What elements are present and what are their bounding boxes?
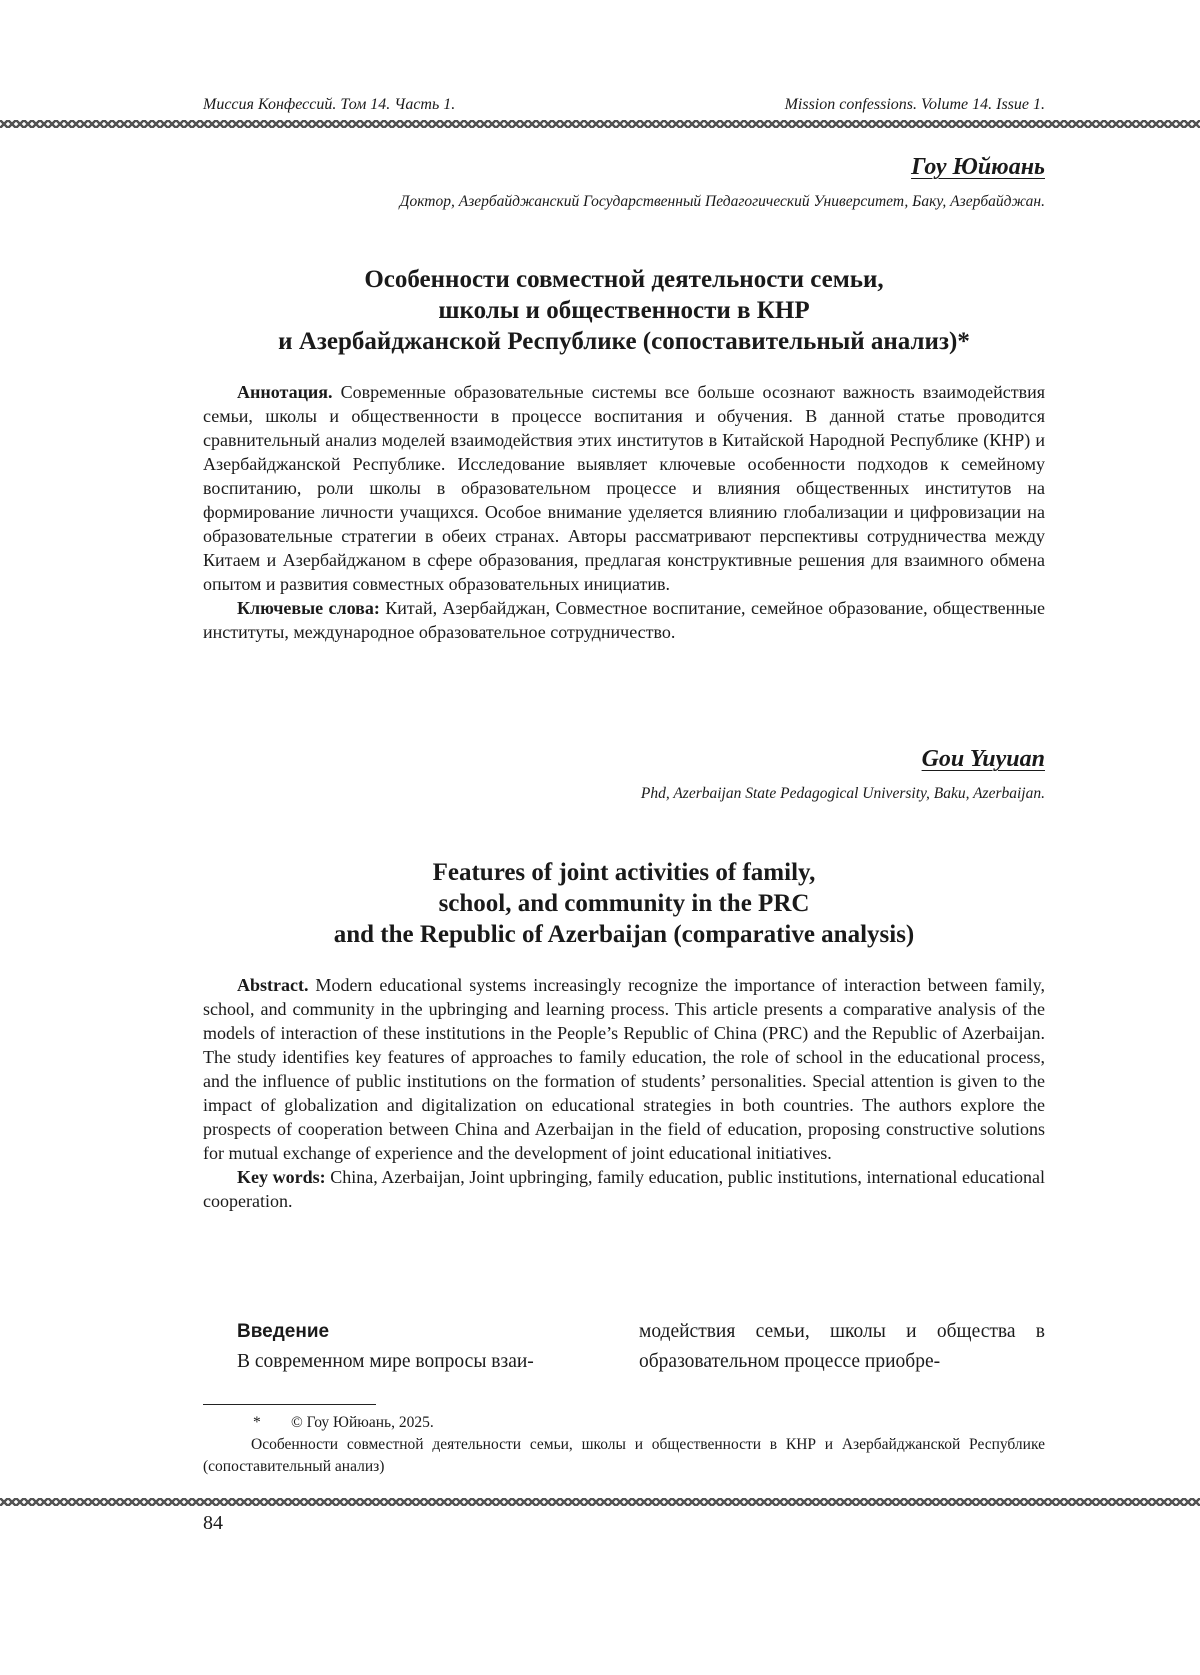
- title-en-line-1: Features of joint activities of family,: [432, 859, 816, 886]
- footnote: [203, 1412, 1045, 1478]
- author-affiliation-ru: Доктор, Азербайджанский Государственный Педагогический Университет, Баку, Азербайджан.: [399, 193, 1045, 210]
- abstract-en-label: Abstract.: [237, 975, 309, 995]
- page-number: 84: [203, 1512, 223, 1534]
- section-heading-introduction: Введение: [237, 1321, 330, 1342]
- title-en-line-3: and the Republic of Azerbaijan (comparative analysis): [333, 921, 915, 948]
- keywords-ru-text: Китай, Азербайджан, Совместное воспитание, семейное образование, общественные институты, международное образовательное сотрудничество.: [203, 598, 1046, 642]
- keywords-ru-paragraph: [203, 596, 1045, 644]
- running-header-right: Mission confessions. Volume 14. Issue 1.: [784, 96, 1045, 113]
- article-title-en: [203, 857, 1045, 950]
- author-affiliation-en: Phd, Azerbaijan State Pedagogical University, Baku, Azerbaijan.: [640, 785, 1045, 802]
- keywords-en-paragraph: [203, 1165, 1045, 1213]
- header-ornament-divider: [0, 120, 1200, 129]
- footnote-text: Особенности совместной деятельности семьи, школы и общественности в КНР и Азербайджанской Республике (сопоставительный анализ): [203, 1436, 1045, 1475]
- footnote-rule: [203, 1404, 376, 1405]
- abstract-ru-text: Современные образовательные системы все больше осознают важность взаимодействия семьи, школы и общественности в процессе воспитания и обучения. В данной статье проводится сравнительный анализ моделей взаимодействия этих институтов в Китайской Народной Республике (КНР) и Азербайджанской Республике. Исследование выявляет ключевые особенности подходов к семейному воспитанию, роли школы в образовательном процессе и влияния общественных институтов на формирование личности учащихся. Особое внимание уделяется влиянию глобализации и цифровизации на образовательные стратегии в обеих странах. Авторы рассматривают перспективы сотрудничества между Китаем и Азербайджаном в сфере образования, предлагая конструктивные решения для взаимного обмена опытом и развития совместных образовательных инициатив.: [203, 382, 1045, 594]
- footer-ornament-divider: [0, 1498, 1200, 1507]
- author-name-ru: Гоу Юйюань: [911, 154, 1045, 180]
- keywords-ru-label: Ключевые слова:: [237, 598, 380, 618]
- abstract-ru-paragraph: [203, 380, 1045, 596]
- abstract-ru-label: Аннотация.: [237, 382, 333, 402]
- title-ru-line-1: Особенности совместной деятельности семьи,: [364, 266, 884, 293]
- author-name-en: Gou Yuyuan: [921, 746, 1045, 772]
- footnote-copyright: © Гоу Юйюань, 2025.: [291, 1414, 434, 1431]
- abstract-en: [203, 973, 1045, 1213]
- abstract-en-paragraph: [203, 973, 1045, 1165]
- footnote-marker: *: [253, 1414, 261, 1431]
- keywords-en-text: China, Azerbaijan, Joint upbringing, family education, public institutions, international educational cooperation.: [203, 1167, 1045, 1211]
- running-header: [203, 96, 1045, 114]
- running-header-left: Миссия Конфессий. Том 14. Часть 1.: [203, 96, 456, 113]
- title-ru-line-3: и Азербайджанской Республике (сопоставительный анализ)*: [278, 328, 970, 355]
- keywords-en-label: Key words:: [237, 1167, 326, 1187]
- body-text-left: В современном мире вопросы взаи-: [237, 1351, 534, 1372]
- body-text-right: модействия семьи, школы и общества в образовательном процессе приобре-: [639, 1321, 1045, 1372]
- body-column-right: [639, 1317, 1045, 1377]
- abstract-en-text: Modern educational systems increasingly recognize the importance of interaction between family, school, and community in the upbringing and learning process. This article presents a comparative analysis of the models of interaction of these institutions in the People’s Republic of China (PRC) and the Republic of Azerbaijan. The study identifies key features of approaches to family education, the role of school in the educational process, and the influence of public institutions on the formation of students’ personalities. Special attention is given to the impact of globalization and digitalization on educational strategies in both countries. The authors explore the prospects of cooperation between China and Azerbaijan in the field of education, proposing constructive solutions for mutual exchange of experience and the development of joint educational initiatives.: [203, 975, 1045, 1163]
- article-title-ru: [203, 264, 1045, 357]
- abstract-ru: [203, 380, 1045, 644]
- title-ru-line-2: школы и общественности в КНР: [438, 297, 810, 324]
- body-column-left: [237, 1317, 599, 1377]
- footnote-copyright-line: [203, 1412, 1045, 1434]
- title-en-line-2: school, and community in the PRC: [438, 890, 810, 917]
